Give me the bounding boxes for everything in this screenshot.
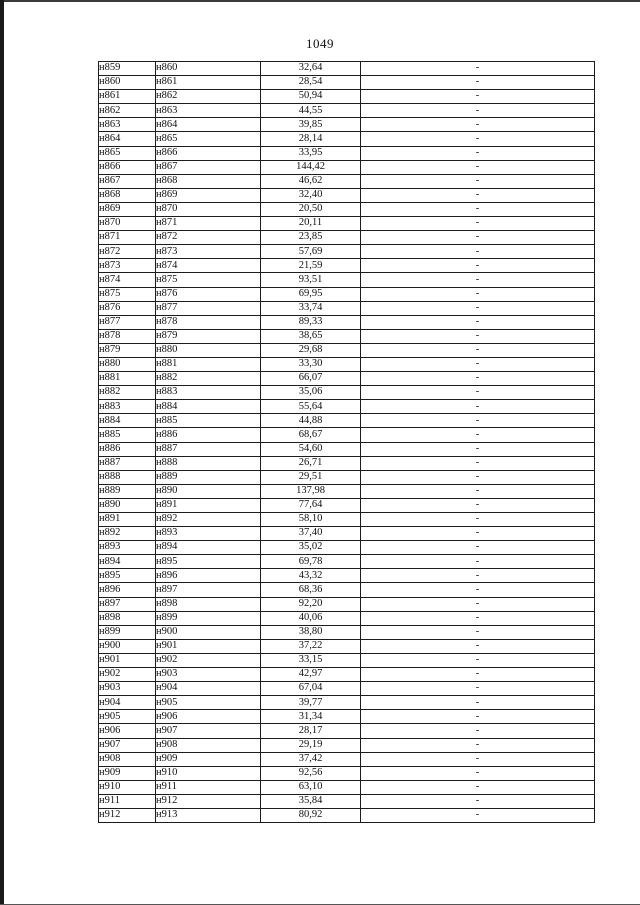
from-point-cell: н891	[99, 513, 156, 527]
to-point-cell: н905	[156, 696, 261, 710]
table-row	[99, 808, 595, 822]
table-row	[99, 780, 595, 794]
note-cell: -	[361, 259, 595, 273]
note-cell: -	[361, 682, 595, 696]
distance-cell: 69,78	[261, 555, 361, 569]
to-point-cell: н874	[156, 259, 261, 273]
table-row	[99, 231, 595, 245]
distance-cell: 46,62	[261, 174, 361, 188]
table-row	[99, 710, 595, 724]
note-cell: -	[361, 710, 595, 724]
to-point-cell: н894	[156, 541, 261, 555]
distance-cell: 28,17	[261, 724, 361, 738]
table-row	[99, 372, 595, 386]
to-point-cell: н880	[156, 343, 261, 357]
note-cell: -	[361, 752, 595, 766]
table-row	[99, 315, 595, 329]
from-point-cell: н881	[99, 372, 156, 386]
note-cell: -	[361, 456, 595, 470]
distance-cell: 21,59	[261, 259, 361, 273]
table-row	[99, 357, 595, 371]
table-row	[99, 386, 595, 400]
note-cell: -	[361, 527, 595, 541]
table-row	[99, 301, 595, 315]
distance-cell: 38,65	[261, 329, 361, 343]
table-row	[99, 146, 595, 160]
table-row	[99, 583, 595, 597]
note-cell: -	[361, 611, 595, 625]
table-row	[99, 682, 595, 696]
note-cell: -	[361, 442, 595, 456]
distance-cell: 32,64	[261, 62, 361, 76]
note-cell: -	[361, 555, 595, 569]
to-point-cell: н886	[156, 428, 261, 442]
to-point-cell: н895	[156, 555, 261, 569]
table-row	[99, 639, 595, 653]
to-point-cell: н867	[156, 160, 261, 174]
table-row	[99, 794, 595, 808]
scan-top-edge	[0, 0, 640, 2]
table-row	[99, 653, 595, 667]
note-cell: -	[361, 738, 595, 752]
table-row	[99, 428, 595, 442]
table-row	[99, 498, 595, 512]
note-cell: -	[361, 386, 595, 400]
note-cell: -	[361, 513, 595, 527]
note-cell: -	[361, 76, 595, 90]
coordinates-table	[98, 61, 595, 823]
to-point-cell: н910	[156, 766, 261, 780]
note-cell: -	[361, 245, 595, 259]
note-cell: -	[361, 414, 595, 428]
note-cell: -	[361, 625, 595, 639]
distance-cell: 33,30	[261, 357, 361, 371]
note-cell: -	[361, 343, 595, 357]
to-point-cell: н868	[156, 174, 261, 188]
distance-cell: 37,42	[261, 752, 361, 766]
distance-cell: 66,07	[261, 372, 361, 386]
from-point-cell: н864	[99, 132, 156, 146]
table-row	[99, 527, 595, 541]
table-row	[99, 245, 595, 259]
to-point-cell: н892	[156, 513, 261, 527]
from-point-cell: н877	[99, 315, 156, 329]
to-point-cell: н860	[156, 62, 261, 76]
distance-cell: 68,67	[261, 428, 361, 442]
note-cell: -	[361, 696, 595, 710]
from-point-cell: н892	[99, 527, 156, 541]
from-point-cell: н906	[99, 724, 156, 738]
note-cell: -	[361, 62, 595, 76]
note-cell: -	[361, 132, 595, 146]
to-point-cell: н907	[156, 724, 261, 738]
from-point-cell: н859	[99, 62, 156, 76]
distance-cell: 28,54	[261, 76, 361, 90]
table-row	[99, 62, 595, 76]
distance-cell: 20,50	[261, 202, 361, 216]
note-cell: -	[361, 329, 595, 343]
table-row	[99, 569, 595, 583]
distance-cell: 89,33	[261, 315, 361, 329]
distance-cell: 23,85	[261, 231, 361, 245]
to-point-cell: н876	[156, 287, 261, 301]
from-point-cell: н911	[99, 794, 156, 808]
to-point-cell: н883	[156, 386, 261, 400]
distance-cell: 31,34	[261, 710, 361, 724]
distance-cell: 144,42	[261, 160, 361, 174]
from-point-cell: н883	[99, 400, 156, 414]
distance-cell: 33,15	[261, 653, 361, 667]
to-point-cell: н882	[156, 372, 261, 386]
distance-cell: 55,64	[261, 400, 361, 414]
distance-cell: 35,84	[261, 794, 361, 808]
to-point-cell: н885	[156, 414, 261, 428]
note-cell: -	[361, 188, 595, 202]
to-point-cell: н904	[156, 682, 261, 696]
from-point-cell: н899	[99, 625, 156, 639]
to-point-cell: н871	[156, 217, 261, 231]
table-row	[99, 611, 595, 625]
distance-cell: 39,85	[261, 118, 361, 132]
from-point-cell: н872	[99, 245, 156, 259]
from-point-cell: н878	[99, 329, 156, 343]
to-point-cell: н901	[156, 639, 261, 653]
from-point-cell: н862	[99, 104, 156, 118]
from-point-cell: н910	[99, 780, 156, 794]
table-row	[99, 738, 595, 752]
note-cell: -	[361, 569, 595, 583]
table-row	[99, 118, 595, 132]
from-point-cell: н879	[99, 343, 156, 357]
distance-cell: 42,97	[261, 668, 361, 682]
distance-cell: 40,06	[261, 611, 361, 625]
from-point-cell: н905	[99, 710, 156, 724]
table-row	[99, 343, 595, 357]
distance-cell: 32,40	[261, 188, 361, 202]
distance-cell: 20,11	[261, 217, 361, 231]
from-point-cell: н895	[99, 569, 156, 583]
from-point-cell: н860	[99, 76, 156, 90]
from-point-cell: н902	[99, 668, 156, 682]
note-cell: -	[361, 597, 595, 611]
table-row	[99, 442, 595, 456]
from-point-cell: н867	[99, 174, 156, 188]
distance-cell: 50,94	[261, 90, 361, 104]
note-cell: -	[361, 372, 595, 386]
from-point-cell: н874	[99, 273, 156, 287]
note-cell: -	[361, 287, 595, 301]
to-point-cell: н909	[156, 752, 261, 766]
distance-cell: 33,95	[261, 146, 361, 160]
from-point-cell: н898	[99, 611, 156, 625]
from-point-cell: н884	[99, 414, 156, 428]
from-point-cell: н875	[99, 287, 156, 301]
note-cell: -	[361, 541, 595, 555]
table-row	[99, 160, 595, 174]
to-point-cell: н913	[156, 808, 261, 822]
table-row	[99, 766, 595, 780]
from-point-cell: н904	[99, 696, 156, 710]
table-row	[99, 541, 595, 555]
to-point-cell: н869	[156, 188, 261, 202]
table-row	[99, 752, 595, 766]
to-point-cell: н893	[156, 527, 261, 541]
distance-cell: 137,98	[261, 484, 361, 498]
distance-cell: 54,60	[261, 442, 361, 456]
distance-cell: 44,55	[261, 104, 361, 118]
note-cell: -	[361, 498, 595, 512]
from-point-cell: н868	[99, 188, 156, 202]
table-row	[99, 76, 595, 90]
note-cell: -	[361, 217, 595, 231]
note-cell: -	[361, 794, 595, 808]
to-point-cell: н912	[156, 794, 261, 808]
to-point-cell: н889	[156, 470, 261, 484]
table-row	[99, 202, 595, 216]
distance-cell: 37,22	[261, 639, 361, 653]
note-cell: -	[361, 808, 595, 822]
distance-cell: 33,74	[261, 301, 361, 315]
distance-cell: 37,40	[261, 527, 361, 541]
from-point-cell: н901	[99, 653, 156, 667]
to-point-cell: н879	[156, 329, 261, 343]
note-cell: -	[361, 653, 595, 667]
table-row	[99, 104, 595, 118]
to-point-cell: н897	[156, 583, 261, 597]
table-row	[99, 329, 595, 343]
note-cell: -	[361, 428, 595, 442]
distance-cell: 92,20	[261, 597, 361, 611]
note-cell: -	[361, 202, 595, 216]
from-point-cell: н880	[99, 357, 156, 371]
note-cell: -	[361, 301, 595, 315]
note-cell: -	[361, 766, 595, 780]
to-point-cell: н875	[156, 273, 261, 287]
table-row	[99, 273, 595, 287]
note-cell: -	[361, 780, 595, 794]
from-point-cell: н885	[99, 428, 156, 442]
from-point-cell: н869	[99, 202, 156, 216]
to-point-cell: н906	[156, 710, 261, 724]
from-point-cell: н896	[99, 583, 156, 597]
to-point-cell: н911	[156, 780, 261, 794]
note-cell: -	[361, 583, 595, 597]
table-row	[99, 555, 595, 569]
note-cell: -	[361, 160, 595, 174]
from-point-cell: н865	[99, 146, 156, 160]
to-point-cell: н861	[156, 76, 261, 90]
note-cell: -	[361, 668, 595, 682]
note-cell: -	[361, 231, 595, 245]
to-point-cell: н887	[156, 442, 261, 456]
to-point-cell: н873	[156, 245, 261, 259]
distance-cell: 93,51	[261, 273, 361, 287]
from-point-cell: н894	[99, 555, 156, 569]
table-row	[99, 188, 595, 202]
table-row	[99, 484, 595, 498]
to-point-cell: н878	[156, 315, 261, 329]
distance-cell: 28,14	[261, 132, 361, 146]
distance-cell: 44,88	[261, 414, 361, 428]
from-point-cell: н863	[99, 118, 156, 132]
note-cell: -	[361, 470, 595, 484]
to-point-cell: н877	[156, 301, 261, 315]
table-row	[99, 414, 595, 428]
from-point-cell: н908	[99, 752, 156, 766]
distance-cell: 26,71	[261, 456, 361, 470]
from-point-cell: н882	[99, 386, 156, 400]
table-row	[99, 668, 595, 682]
distance-cell: 68,36	[261, 583, 361, 597]
note-cell: -	[361, 118, 595, 132]
table-row	[99, 90, 595, 104]
note-cell: -	[361, 400, 595, 414]
to-point-cell: н864	[156, 118, 261, 132]
from-point-cell: н907	[99, 738, 156, 752]
distance-cell: 63,10	[261, 780, 361, 794]
distance-cell: 35,02	[261, 541, 361, 555]
distance-cell: 29,19	[261, 738, 361, 752]
from-point-cell: н903	[99, 682, 156, 696]
note-cell: -	[361, 174, 595, 188]
note-cell: -	[361, 104, 595, 118]
distance-cell: 92,56	[261, 766, 361, 780]
table-row	[99, 132, 595, 146]
table-row	[99, 513, 595, 527]
to-point-cell: н872	[156, 231, 261, 245]
to-point-cell: н902	[156, 653, 261, 667]
from-point-cell: н897	[99, 597, 156, 611]
from-point-cell: н909	[99, 766, 156, 780]
to-point-cell: н899	[156, 611, 261, 625]
table-row	[99, 456, 595, 470]
to-point-cell: н908	[156, 738, 261, 752]
note-cell: -	[361, 484, 595, 498]
table-row	[99, 259, 595, 273]
distance-cell: 39,77	[261, 696, 361, 710]
to-point-cell: н884	[156, 400, 261, 414]
table-row	[99, 287, 595, 301]
page-number: 1049	[306, 36, 334, 51]
distance-cell: 80,92	[261, 808, 361, 822]
table-row	[99, 597, 595, 611]
table-row	[99, 470, 595, 484]
table-row	[99, 724, 595, 738]
from-point-cell: н861	[99, 90, 156, 104]
to-point-cell: н896	[156, 569, 261, 583]
distance-cell: 43,32	[261, 569, 361, 583]
to-point-cell: н862	[156, 90, 261, 104]
note-cell: -	[361, 273, 595, 287]
to-point-cell: н898	[156, 597, 261, 611]
to-point-cell: н870	[156, 202, 261, 216]
table-row	[99, 625, 595, 639]
note-cell: -	[361, 357, 595, 371]
distance-cell: 58,10	[261, 513, 361, 527]
from-point-cell: н873	[99, 259, 156, 273]
from-point-cell: н912	[99, 808, 156, 822]
table-row	[99, 696, 595, 710]
distance-cell: 69,95	[261, 287, 361, 301]
note-cell: -	[361, 639, 595, 653]
table-row	[99, 400, 595, 414]
note-cell: -	[361, 724, 595, 738]
to-point-cell: н865	[156, 132, 261, 146]
distance-cell: 29,51	[261, 470, 361, 484]
to-point-cell: н888	[156, 456, 261, 470]
distance-cell: 77,64	[261, 498, 361, 512]
from-point-cell: н889	[99, 484, 156, 498]
from-point-cell: н893	[99, 541, 156, 555]
from-point-cell: н870	[99, 217, 156, 231]
to-point-cell: н863	[156, 104, 261, 118]
distance-cell: 29,68	[261, 343, 361, 357]
from-point-cell: н866	[99, 160, 156, 174]
from-point-cell: н876	[99, 301, 156, 315]
to-point-cell: н866	[156, 146, 261, 160]
distance-cell: 38,80	[261, 625, 361, 639]
to-point-cell: н890	[156, 484, 261, 498]
note-cell: -	[361, 90, 595, 104]
to-point-cell: н881	[156, 357, 261, 371]
from-point-cell: н887	[99, 456, 156, 470]
to-point-cell: н903	[156, 668, 261, 682]
from-point-cell: н888	[99, 470, 156, 484]
distance-cell: 57,69	[261, 245, 361, 259]
table-row	[99, 174, 595, 188]
from-point-cell: н886	[99, 442, 156, 456]
note-cell: -	[361, 146, 595, 160]
distance-cell: 67,04	[261, 682, 361, 696]
table-row	[99, 217, 595, 231]
from-point-cell: н871	[99, 231, 156, 245]
from-point-cell: н900	[99, 639, 156, 653]
to-point-cell: н891	[156, 498, 261, 512]
table-body	[99, 62, 595, 823]
note-cell: -	[361, 315, 595, 329]
to-point-cell: н900	[156, 625, 261, 639]
scan-left-edge	[0, 0, 4, 905]
from-point-cell: н890	[99, 498, 156, 512]
distance-cell: 35,06	[261, 386, 361, 400]
